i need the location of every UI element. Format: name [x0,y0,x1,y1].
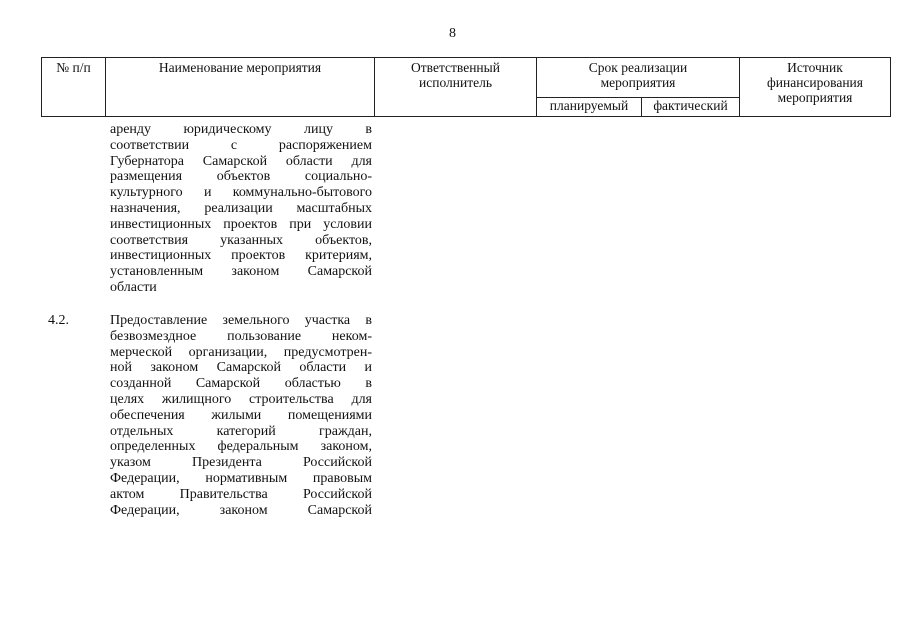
text-line: размещения объектов социально- [110,169,372,185]
row-number-4-2: 4.2. [48,313,69,328]
text-line: Федерации, законом Самарской [110,502,372,518]
text-line: ной законом Самарской области и [110,360,372,376]
text-line: соответствия указанных объектов, [110,232,372,248]
text-line: области [110,279,157,295]
text-line: инвестиционных проектов критериям, [110,248,372,264]
text-line: Губернатора Самарской области для [110,153,372,169]
text-line: актом Правительства Российской [110,486,372,502]
text-line: мерческой организации, предусмотрен- [110,344,372,360]
text-line: инвестиционных проектов при условии [110,216,372,232]
header-col-term-line1: Срок реализации [588,60,688,75]
text-line: отдельных категорий граждан, [110,423,372,439]
text-line: аренду юридическому лицу в [110,122,372,137]
text-line: обеспечения жилыми помещениями [110,407,372,423]
text-line: указом Президента Российской [110,455,372,471]
text-line: соответствии с распоряжением [110,137,372,153]
text-line: культурного и коммунально-бытового [110,185,372,201]
header-col-source-line3: мероприятия [777,90,853,105]
text-line: Федерации, нормативным правовым [110,470,372,486]
header-col-term-line2: мероприятия [600,75,676,90]
header-col-responsible-line1: Ответственный [411,60,500,75]
header-col-name-label: Наименование мероприятия [158,60,322,75]
page-number: 8 [449,26,456,41]
text-line: установленным законом Самарской [110,264,372,280]
header-col-number-label: № п/п [56,60,91,75]
header-col-term-actual-label: фактический [653,98,728,113]
text-line: назначения, реализации масштабных [110,200,372,216]
text-line: целях жилищного строительства для [110,391,372,407]
text-line: безвозмездное пользование неком- [110,328,372,344]
header-col-responsible-line2: исполнитель [419,75,492,90]
text-line: Предоставление земельного участка в [110,313,372,328]
header-col-source-line1: Источник [787,60,843,75]
table-row-4-2-text [110,313,372,518]
table-row-continued-text [110,122,372,296]
text-line: определенных федеральным законом, [110,439,372,455]
text-line: созданной Самарской областью в [110,376,372,392]
header-col-source-line2: финансирования [767,75,863,90]
header-col-term-planned-label: планируемый [549,98,629,113]
